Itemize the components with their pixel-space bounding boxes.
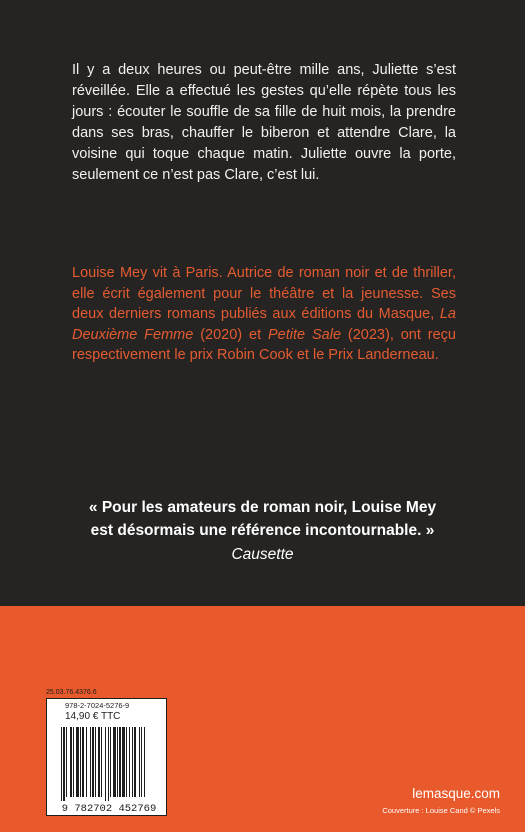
barcode-bar bbox=[63, 727, 65, 801]
barcode-digits: 9 782702 452769 bbox=[61, 803, 157, 815]
publisher-website: lemasque.com bbox=[412, 786, 500, 801]
barcode-bar bbox=[110, 727, 111, 797]
quote-line-2: est désormais une référence incontournable. » bbox=[90, 521, 435, 539]
barcode-bar bbox=[86, 727, 87, 797]
barcode-bar bbox=[105, 727, 106, 801]
barcode-bar bbox=[90, 727, 91, 797]
barcode-bar bbox=[101, 727, 102, 797]
barcode-bar bbox=[139, 727, 140, 797]
barcode-bar bbox=[73, 727, 74, 797]
isbn-number: 978-2-7024-5276-9 bbox=[65, 701, 130, 710]
barcode-bar bbox=[134, 727, 136, 797]
barcode-bar bbox=[70, 727, 72, 797]
quote-line-1: « Pour les amateurs de roman noir, Louise Mey bbox=[88, 499, 437, 516]
barcode-panel bbox=[46, 698, 167, 816]
barcode-bar bbox=[141, 727, 142, 797]
author-bio bbox=[72, 263, 456, 366]
barcode-bars bbox=[61, 727, 145, 801]
barcode-bar bbox=[108, 727, 109, 801]
barcode-bar bbox=[122, 727, 125, 797]
quote-source: Causette bbox=[231, 546, 294, 563]
barcode-bar bbox=[95, 727, 96, 797]
press-quote bbox=[40, 497, 485, 542]
barcode-bar bbox=[92, 727, 94, 797]
barcode-bar bbox=[76, 727, 79, 797]
bio-book-title-2: Petite Sale bbox=[268, 326, 342, 343]
barcode-bar bbox=[129, 727, 130, 797]
synopsis-text: Il y a deux heures ou peut-être mille ans, Juliette s’est réveillée. Elle a effectué les gestes qu’elle répète tous les jours : écouter le souffle de sa fille de huit mois, la prendre dans ses bras, chauffer le biberon et attendre Clare, la voisine qui toque chaque matin. Juliette ouvre la porte, seulement ce n’est pas Clare, c’est lui. bbox=[72, 62, 456, 183]
bio-text-1: Louise Mey vit à Paris. Autrice de roman noir et de thriller, elle écrit également pour le théâtre et la jeunesse. Ses deux derniers romans publiés aux éditions du Masque, bbox=[72, 265, 456, 322]
bio-book-title-1: La Deuxième Femme bbox=[72, 306, 456, 343]
barcode-bar bbox=[132, 727, 133, 797]
bio-text-3: (2023), ont reçu respectivement le prix Robin Cook et le Prix Landerneau. bbox=[72, 326, 456, 363]
price-label: 14,90 € TTC bbox=[65, 711, 121, 722]
barcode bbox=[47, 699, 166, 815]
barcode-bar bbox=[144, 727, 145, 797]
bio-text-2: (2020) et bbox=[193, 326, 269, 343]
barcode-bar bbox=[126, 727, 127, 797]
barcode-bar bbox=[113, 727, 116, 797]
barcode-bar bbox=[61, 727, 62, 801]
barcode-bar bbox=[66, 727, 67, 797]
barcode-bar bbox=[98, 727, 100, 797]
barcode-bar bbox=[82, 727, 84, 797]
cover-credit: Couverture : Louise Cand © Pexels bbox=[382, 806, 500, 815]
barcode-bar bbox=[80, 727, 81, 797]
barcode-bar bbox=[119, 727, 121, 797]
product-code: 25.03.76.4376.6 bbox=[46, 689, 97, 696]
barcode-bar bbox=[117, 727, 118, 797]
